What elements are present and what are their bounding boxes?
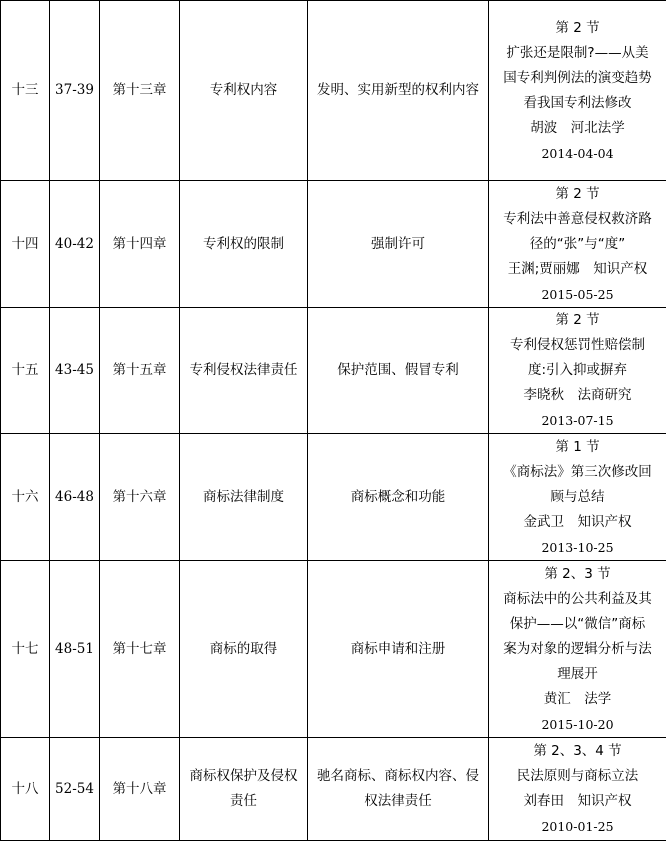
week-number: 十六 [1, 434, 50, 561]
reading-reference [489, 561, 666, 738]
topic: 专利侵权法律责任 [180, 308, 308, 434]
reading-author-journal: 金武卫 知识产权 [492, 510, 663, 535]
reading-section: 第 2、3 节 [492, 562, 663, 587]
chapter: 第十八章 [100, 738, 180, 841]
topic: 商标的取得 [180, 561, 308, 738]
topic: 专利权内容 [180, 1, 308, 181]
reading-title-line: 看我国专利法修改 [492, 91, 663, 116]
reading-title-line: 民法原则与商标立法 [492, 764, 663, 789]
reading-title-line: 案为对象的逻辑分析与法 [492, 637, 663, 662]
reading-date: 2013-07-15 [492, 408, 663, 433]
week-number: 十四 [1, 181, 50, 308]
reading-date: 2015-10-20 [492, 712, 663, 737]
reading-date: 2013-10-25 [492, 535, 663, 560]
reading-title-line: 度:引入抑或摒弃 [492, 358, 663, 383]
reading-section: 第 2 节 [492, 308, 663, 333]
reading-author-journal: 胡波 河北法学 [492, 116, 663, 141]
reading-title-line: 径的“张”与“度” [492, 232, 663, 257]
week-number: 十五 [1, 308, 50, 434]
key-points: 发明、实用新型的权利内容 [308, 1, 489, 181]
reading-title-line: 理展开 [492, 662, 663, 687]
reading-author-journal: 李晓秋 法商研究 [492, 383, 663, 408]
table-row [1, 561, 666, 738]
key-points: 商标申请和注册 [308, 561, 489, 738]
table-row [1, 738, 666, 841]
page-range: 43-45 [50, 308, 100, 434]
reading-title-line: 保护——以“微信”商标 [492, 612, 663, 637]
week-number: 十八 [1, 738, 50, 841]
chapter: 第十四章 [100, 181, 180, 308]
schedule-body [1, 1, 666, 841]
reading-reference [489, 1, 666, 181]
table-row [1, 1, 666, 181]
reading-section: 第 1 节 [492, 435, 663, 460]
key-points: 商标概念和功能 [308, 434, 489, 561]
reading-reference [489, 738, 666, 841]
table-row [1, 308, 666, 434]
reading-title-line: 《商标法》第三次修改回 [492, 460, 663, 485]
reading-title-line: 扩张还是限制?——从美 [492, 41, 663, 66]
topic: 专利权的限制 [180, 181, 308, 308]
topic: 商标法律制度 [180, 434, 308, 561]
reading-author-journal: 黄汇 法学 [492, 687, 663, 712]
reading-section: 第 2 节 [492, 16, 663, 41]
chapter: 第十五章 [100, 308, 180, 434]
chapter: 第十七章 [100, 561, 180, 738]
week-number: 十七 [1, 561, 50, 738]
table-row [1, 434, 666, 561]
table-row [1, 181, 666, 308]
reading-section: 第 2、3、4 节 [492, 739, 663, 764]
reading-title-line: 顾与总结 [492, 485, 663, 510]
page-range: 52-54 [50, 738, 100, 841]
reading-reference [489, 434, 666, 561]
reading-date: 2014-04-04 [492, 141, 663, 166]
page-range: 37-39 [50, 1, 100, 181]
reading-reference [489, 308, 666, 434]
key-points: 保护范围、假冒专利 [308, 308, 489, 434]
key-points: 驰名商标、商标权内容、侵权法律责任 [308, 738, 489, 841]
reading-title-line: 国专利判例法的演变趋势 [492, 66, 663, 91]
reading-date: 2010-01-25 [492, 814, 663, 839]
topic: 商标权保护及侵权责任 [180, 738, 308, 841]
page-range: 40-42 [50, 181, 100, 308]
key-points: 强制许可 [308, 181, 489, 308]
reading-section: 第 2 节 [492, 182, 663, 207]
reading-author-journal: 王渊;贾丽娜 知识产权 [492, 257, 663, 282]
reading-date: 2015-05-25 [492, 282, 663, 307]
reading-reference [489, 181, 666, 308]
page-range: 46-48 [50, 434, 100, 561]
reading-title-line: 专利法中善意侵权救济路 [492, 207, 663, 232]
reading-title-line: 商标法中的公共利益及其 [492, 587, 663, 612]
reading-title-line: 专利侵权惩罚性赔偿制 [492, 333, 663, 358]
week-number: 十三 [1, 1, 50, 181]
chapter: 第十三章 [100, 1, 180, 181]
page-range: 48-51 [50, 561, 100, 738]
chapter: 第十六章 [100, 434, 180, 561]
reading-author-journal: 刘春田 知识产权 [492, 789, 663, 814]
